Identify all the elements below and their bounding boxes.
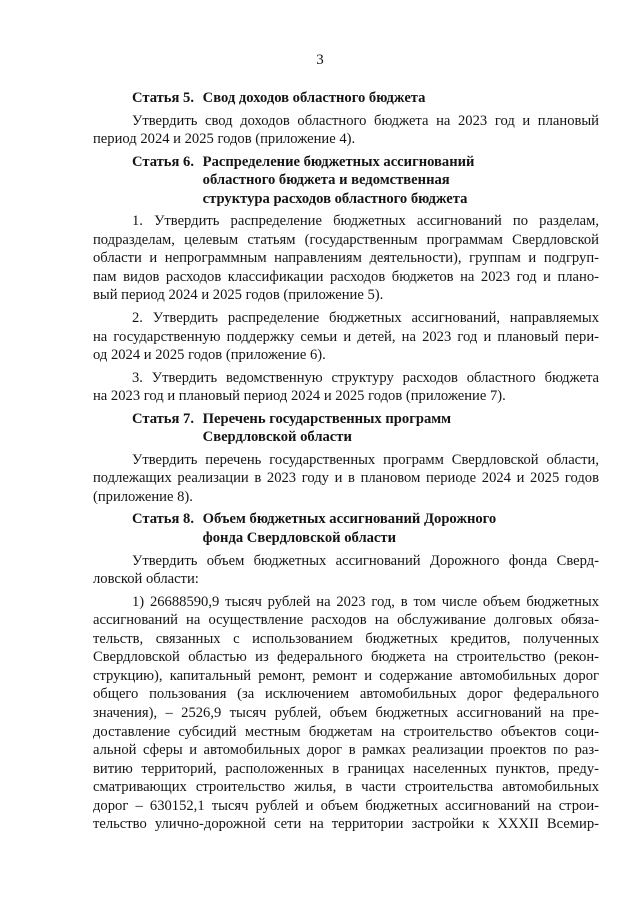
text-line: ловской области: <box>93 571 199 588</box>
text-line: доставление субсидий местным бюджетам на строительство объектов соци- <box>93 723 599 740</box>
text-line: од 2024 и 2025 годов (приложение 6). <box>93 347 326 364</box>
text-line: значения), – 2526,9 тысяч рублей, объем бюджетных ассигнований на пре- <box>93 704 599 721</box>
article-7-title-line: Перечень государственных программ <box>202 410 452 427</box>
article-6-paragraph-1 <box>93 212 599 305</box>
text-line: 1. Утвердить распределение бюджетных ассигнований по разделам, <box>132 213 599 230</box>
article-6-number: Статья 6. <box>132 153 194 170</box>
article-5-text <box>93 112 599 149</box>
text-line: Свердловской областью из федерального бюджета на строительство (рекон- <box>93 649 599 666</box>
text-line: тельств, связанных с использованием бюджетных кредитов, полученных <box>93 630 599 647</box>
text-line: (приложение 8). <box>93 488 193 505</box>
text-line: ассигнований на осуществление расходов на обслуживание долговых обяза- <box>93 612 599 629</box>
text-line: струкцию), капитальный ремонт, ремонт и содержание автомобильных дорог <box>93 667 599 684</box>
article-8-title-line: фонда Свердловской области <box>202 530 396 547</box>
article-7-number: Статья 7. <box>132 410 194 427</box>
text-line: пам видов расходов классификации расходов бюджетов на 2023 год и плано- <box>93 268 599 285</box>
text-line: подлежащих реализации в 2023 году и в плановом периоде 2024 и 2025 годов <box>93 470 599 487</box>
text-line: 2. Утвердить распределение бюджетных ассигнований, направляемых <box>132 310 599 327</box>
article-8-heading <box>93 510 599 547</box>
text-line: области и непрограммным направлениям деятельности), группам и подгруп- <box>93 250 599 267</box>
text-line: 1) 26688590,9 тысяч рублей на 2023 год, в том числе объем бюджетных <box>132 593 599 610</box>
article-6-paragraph-2 <box>93 309 599 365</box>
text-line: на государственную поддержку семьи и детей, на 2023 год и плановый пери- <box>93 328 599 345</box>
article-8-intro <box>93 552 599 589</box>
article-7-heading <box>93 410 599 447</box>
article-8-title-line: Объем бюджетных ассигнований Дорожного <box>202 511 497 528</box>
article-8-item-1 <box>93 593 599 834</box>
article-6-heading <box>93 153 599 209</box>
text-line: тельство улично-дорожной сети на территории застройки к XXXII Всемир- <box>93 816 599 833</box>
text-line: общего пользования (за исключением автомобильных дорог федерального <box>93 686 599 703</box>
article-6-title-line: структура расходов областного бюджета <box>202 190 468 207</box>
text-line: Утвердить перечень государственных программ Свердловской области, <box>132 451 599 468</box>
article-5-heading <box>93 89 599 108</box>
article-5-title: Свод доходов областного бюджета <box>202 90 426 106</box>
article-6-title-line: Распределение бюджетных ассигнований <box>202 153 475 170</box>
article-6-title-line: областного бюджета и ведомственная <box>202 172 450 189</box>
text-line: Утвердить свод доходов областного бюджета на 2023 год и плановый <box>132 112 599 129</box>
article-5-number: Статья 5. <box>132 90 194 106</box>
text-line: витию территорий, расположенных в границах населенных пунктов, преду- <box>93 760 599 777</box>
text-line: 3. Утвердить ведомственную структуру расходов областного бюджета <box>132 369 599 386</box>
page-number: 3 <box>316 52 324 68</box>
text-line: на 2023 год и плановый период 2024 и 2025 годов (приложение 7). <box>93 388 506 405</box>
text-line: альной сферы и автомобильных дорог в рамках реализации проектов по раз- <box>93 742 599 759</box>
text-line: сматривающих строительство жилья, в части строительства автомобильных <box>93 779 599 796</box>
article-6-paragraph-3 <box>93 369 599 406</box>
text-line: подразделам, целевым статьям (государственным программам Свердловской <box>93 231 599 248</box>
text-line: дорог – 630152,1 тысяч рублей и объем бюджетных ассигнований на строи- <box>93 797 599 814</box>
text-line: период 2024 и 2025 годов (приложение 4). <box>93 131 356 148</box>
article-7-text <box>93 451 599 507</box>
text-line: вый период 2024 и 2025 годов (приложение 5). <box>93 287 384 304</box>
document-body <box>93 89 599 838</box>
article-8-number: Статья 8. <box>132 511 194 528</box>
article-7-title-line: Свердловской области <box>202 429 352 446</box>
text-line: Утвердить объем бюджетных ассигнований Дорожного фонда Сверд- <box>132 552 599 569</box>
